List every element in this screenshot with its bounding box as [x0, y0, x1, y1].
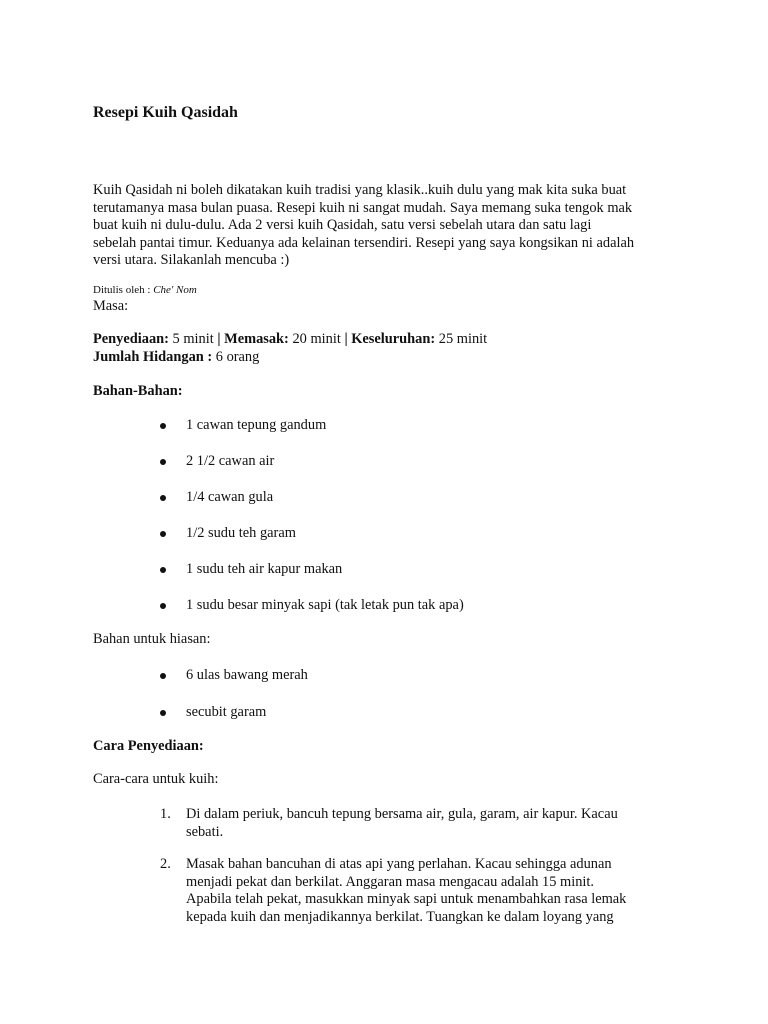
author-credit [93, 284, 197, 296]
step-number: 2. [160, 856, 171, 872]
bullet-icon [160, 459, 166, 465]
total-label: Keseluruhan: [351, 331, 436, 347]
masa-label: Masa: [93, 298, 129, 314]
ingredient-text: 2 1/2 cawan air [186, 453, 275, 469]
prep-value: 5 minit [168, 331, 218, 347]
method-subheading: Cara-cara untuk kuih: [93, 771, 219, 787]
step-line: Apabila telah pekat, masukkan minyak sapi untuk menambahkan rasa lemak [186, 891, 627, 908]
step-text [186, 856, 666, 926]
servings-line [93, 349, 259, 366]
intro-line: Kuih Qasidah ni boleh dikatakan kuih tradisi yang klasik..kuih dulu yang mak kita suka buat [93, 182, 627, 198]
garnish-text: 6 ulas bawang merah [186, 667, 308, 683]
step-line: menjadi pekat dan berkilat. Anggaran masa mengacau adalah 15 minit. [186, 873, 594, 890]
bullet-icon [160, 710, 166, 716]
total-value: 25 minit [435, 331, 488, 347]
author-label: Ditulis oleh : [93, 284, 154, 296]
ingredient-text: 1/4 cawan gula [186, 489, 274, 505]
prep-label: Penyediaan: [93, 331, 169, 347]
step-text [186, 806, 666, 841]
bullet-icon [160, 423, 166, 429]
cook-value: 20 minit [288, 331, 345, 347]
intro-line: versi utara. Silakanlah mencuba :) [93, 252, 290, 269]
ingredients-heading: Bahan-Bahan: [93, 383, 183, 399]
garnish-text: secubit garam [186, 704, 267, 720]
servings-value: 6 orang [212, 349, 260, 365]
step-line: Masak bahan bancuhan di atas api yang perlahan. Kacau sehingga adunan [186, 856, 612, 872]
servings-label: Jumlah Hidangan : [93, 349, 213, 365]
step-line: Di dalam periuk, bancuh tepung bersama air, gula, garam, air kapur. Kacau [186, 806, 618, 822]
intro-line: buat kuih ni dulu-dulu. Ada 2 versi kuih Qasidah, satu versi sebelah utara dan satu lagi [93, 217, 592, 234]
intro-line: terutamanya masa bulan puasa. Resepi kuih ni sangat mudah. Saya memang suka tengok mak [93, 199, 633, 216]
bullet-icon [160, 603, 166, 609]
ingredient-text: 1 cawan tepung gandum [186, 417, 327, 433]
ingredient-text: 1/2 sudu teh garam [186, 525, 296, 541]
bullet-icon [160, 495, 166, 501]
step-line: kepada kuih dan menjadikannya berkilat. Tuangkan ke dalam loyang yang [186, 908, 614, 925]
bullet-icon [160, 567, 166, 573]
document-title: Resepi Kuih Qasidah [93, 104, 238, 121]
separator: | [344, 331, 352, 347]
timing-line [93, 331, 487, 348]
separator: | [217, 331, 225, 347]
intro-paragraph [93, 182, 693, 270]
intro-line: sebelah pantai timur. Keduanya ada kelainan tersendiri. Resepi yang saya kongsikan ni adalah [93, 234, 635, 251]
garnish-heading: Bahan untuk hiasan: [93, 631, 211, 647]
method-heading: Cara Penyediaan: [93, 738, 204, 754]
author-name: Che' Nom [153, 284, 197, 296]
bullet-icon [160, 531, 166, 537]
step-number: 1. [160, 806, 171, 822]
step-line: sebati. [186, 823, 224, 840]
cook-label: Memasak: [224, 331, 289, 347]
ingredient-text: 1 sudu teh air kapur makan [186, 561, 343, 577]
bullet-icon [160, 673, 166, 679]
ingredient-text: 1 sudu besar minyak sapi (tak letak pun tak apa) [186, 597, 464, 613]
